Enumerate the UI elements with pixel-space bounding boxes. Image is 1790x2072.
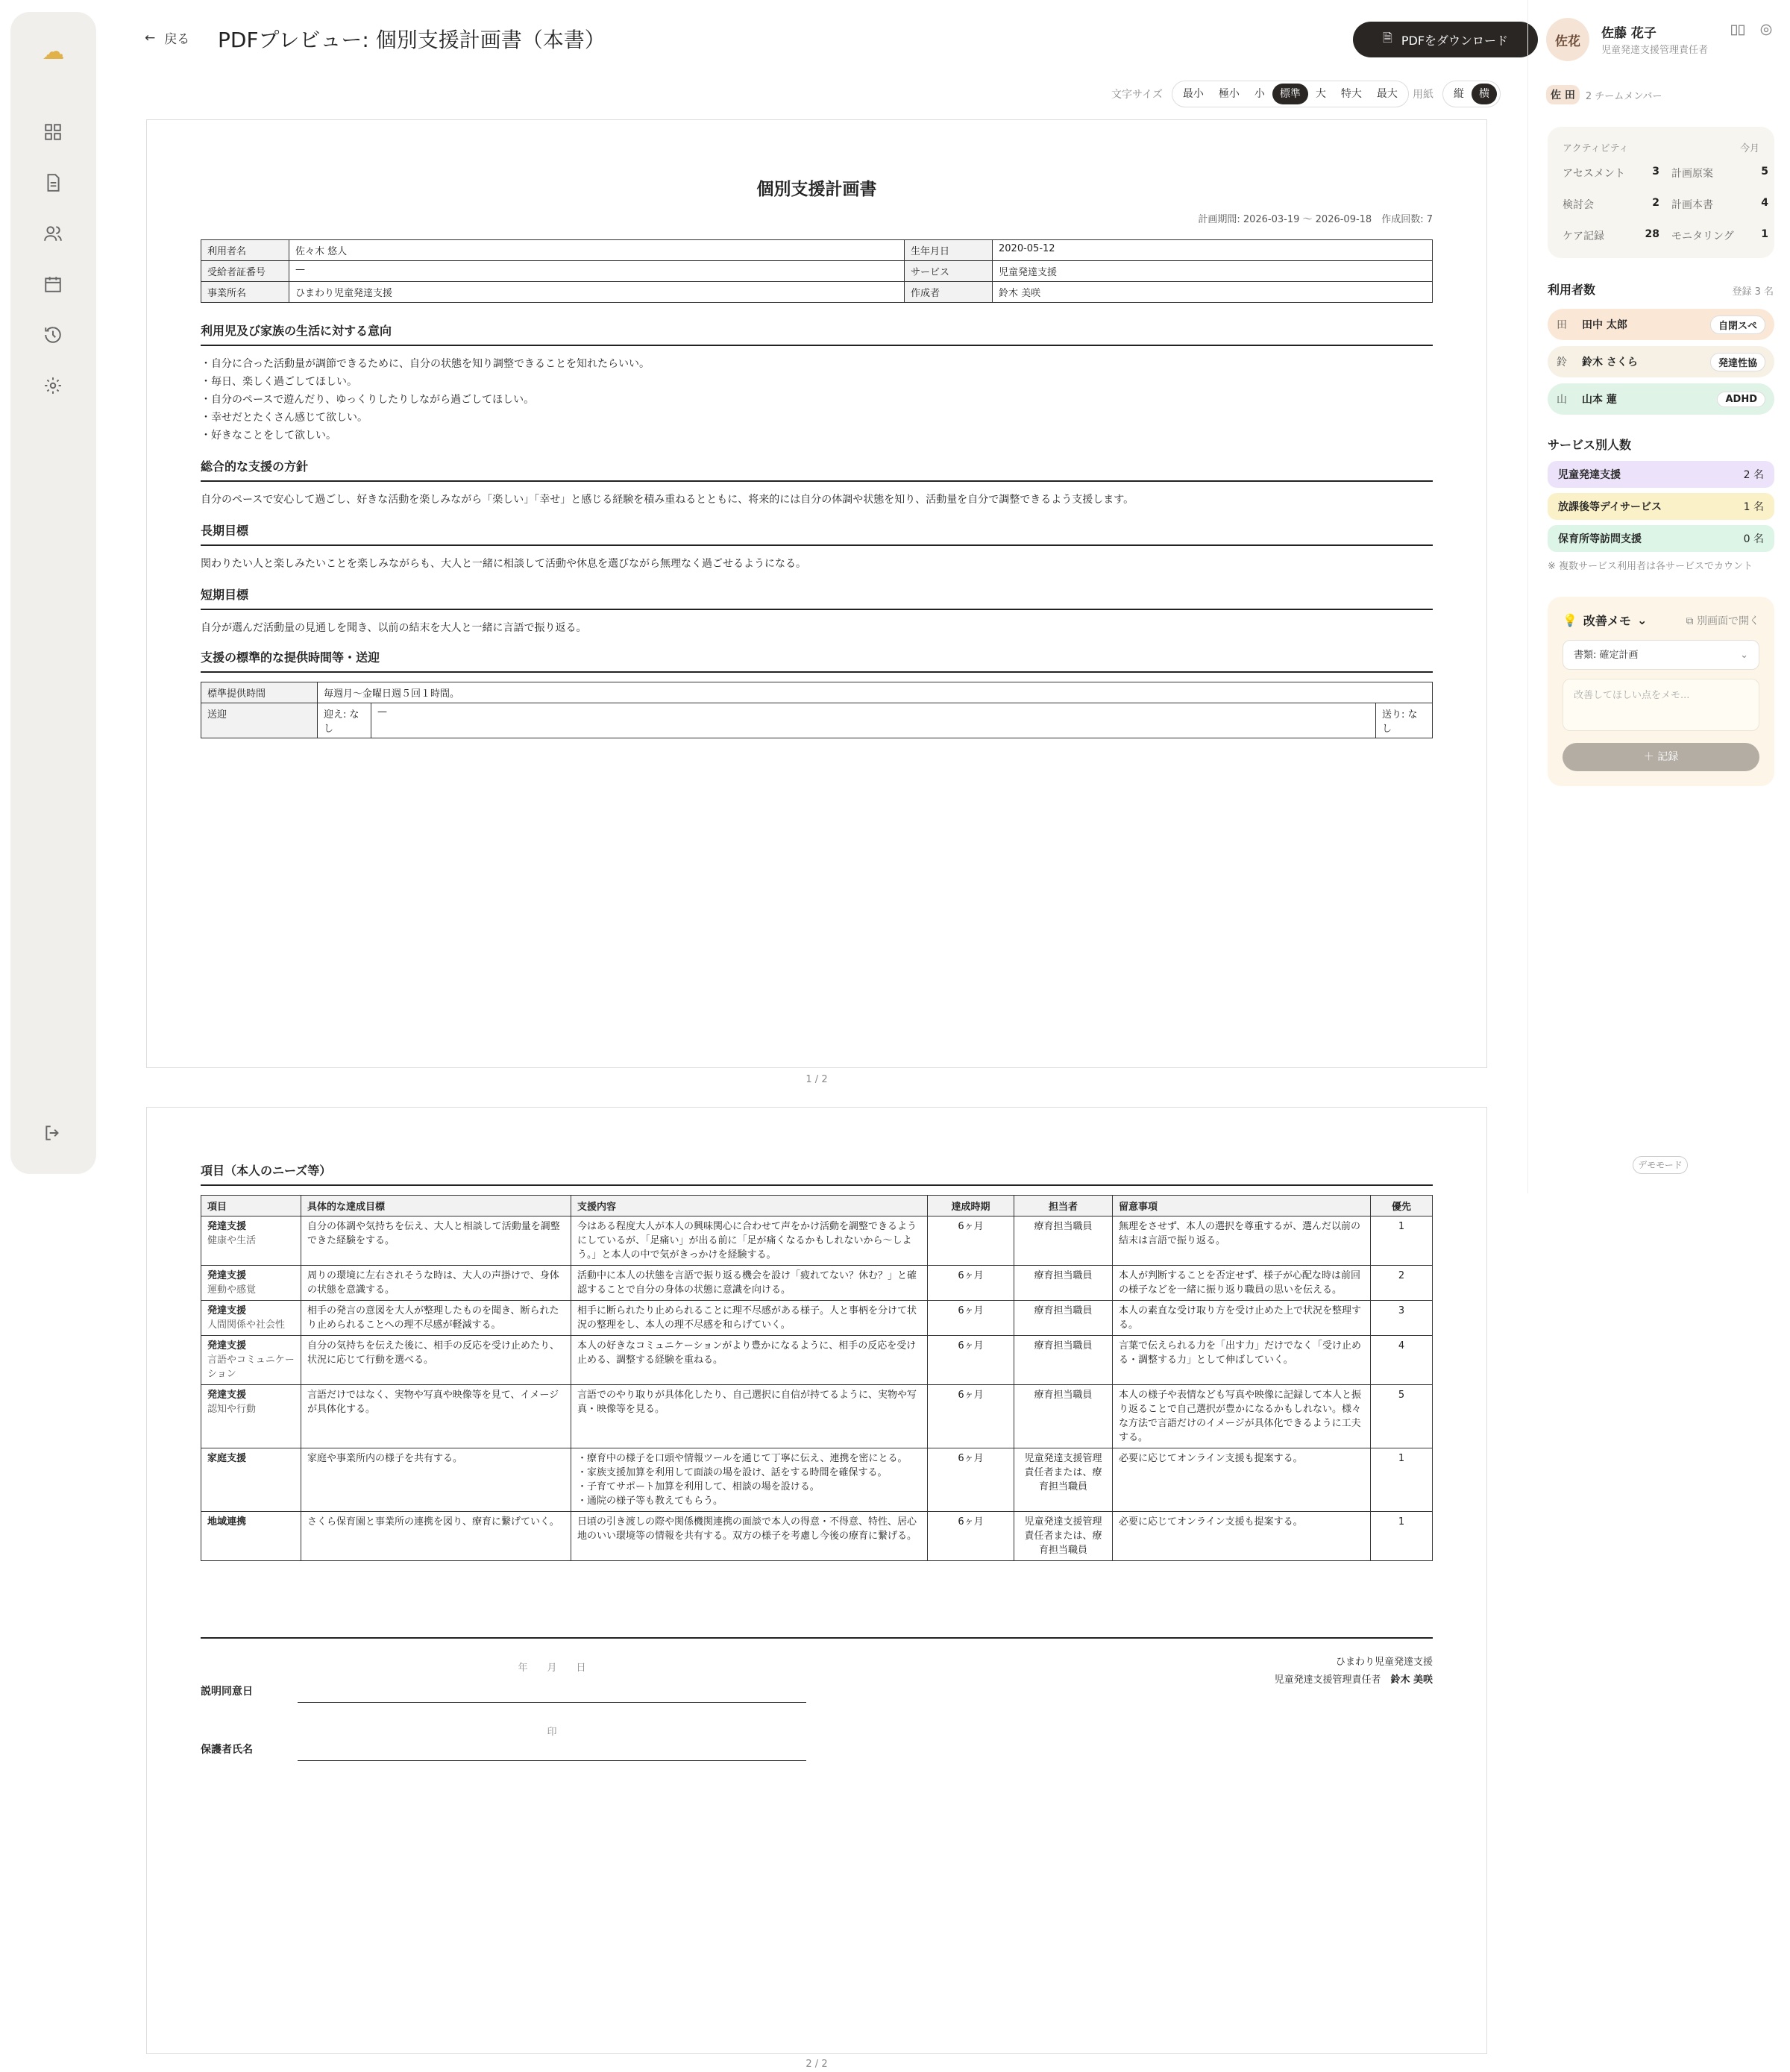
intent-line: ・自分のペースで遊んだり、ゆっくりしたりしながら過ごしてほしい。 (201, 394, 535, 406)
back-button[interactable]: ← 戻る (145, 30, 190, 47)
period-cell: 6ヶ月 (928, 1512, 1014, 1561)
activity-item (1563, 228, 1659, 243)
info-label: サービス (905, 261, 993, 282)
service-count-item (1548, 461, 1774, 488)
plan-table-body (201, 1216, 1433, 1561)
info-value: — (289, 261, 905, 282)
priority-cell: 1 (1371, 1216, 1433, 1266)
sign-role: 児童発達支援管理責任者 (1274, 1674, 1381, 1686)
page-title: PDFプレビュー: 個別支援計画書（本書） (218, 28, 606, 52)
basic-info-table (201, 239, 1433, 303)
priority-cell: 4 (1371, 1336, 1433, 1385)
activity-item (1671, 228, 1768, 243)
priority-cell: 1 (1371, 1448, 1433, 1512)
support-cell: 日頃の引き渡しの際や関係機関連携の面談で本人の得意・不得意、特性、居心地のいい環境等の情報を共有する。双方の様子を考慮し今後の療育に繋げる。 (571, 1512, 928, 1561)
activity-item (1671, 166, 1768, 180)
font-size-control (1111, 81, 1409, 107)
page-number: 2 / 2 (806, 2059, 828, 2070)
priority-cell: 2 (1371, 1266, 1433, 1301)
service-count-item (1548, 493, 1774, 520)
section-heading: 総合的な支援の方針 (201, 457, 1433, 482)
area-main: 地域連携 (207, 1516, 247, 1528)
support-cell: 活動中に本人の状態を言語で振り返る機会を設け「疲れてない？休む？」と確認することで自分の身体の状態に意識を向ける。 (571, 1266, 928, 1301)
guardian-name-field (298, 1724, 806, 1761)
book-icon[interactable] (1730, 22, 1745, 40)
service-name: 放課後等デイサービス (1558, 501, 1662, 513)
improvement-memo-card (1548, 597, 1774, 786)
support-cell: 本人の好きなコミュニケーションがより豊かになるように、相手の反応を受け止める、調整する経験を重ねる。 (571, 1336, 928, 1385)
policy-text: 自分のペースで安心して過ごし、好きな活動を楽しみながら「楽しい」「幸せ」と感じる経験を積み重ねるとともに、将来的には自分の体調や状態を知り、活動量を自分で調整できるよう支援します。 (201, 494, 1134, 506)
note-cell: 必要に応じてオンライン支援も提案する。 (1113, 1512, 1371, 1561)
activity-value: 2 (1652, 197, 1659, 209)
history-icon[interactable] (36, 318, 70, 352)
section-heading: 利用児及び家族の生活に対する意向 (201, 321, 1433, 346)
area-main: 発達支援 (207, 1221, 247, 1232)
priority-cell: 3 (1371, 1301, 1433, 1336)
user-initial: 山 (1557, 394, 1567, 406)
note-cell: 言葉で伝えられる力を「出す力」だけでなく「受け止める・調整する力」として伸ばしていく。 (1113, 1336, 1371, 1385)
staff-cell: 児童発達支援管理責任者または、療育担当職員 (1014, 1512, 1113, 1561)
memo-textarea[interactable]: 改善してほしい点をメモ... (1563, 679, 1759, 731)
area-cell (201, 1385, 301, 1448)
activity-value: 1 (1761, 228, 1768, 240)
external-link-icon: ⧉ (1686, 615, 1694, 627)
support-plan-table (201, 1195, 1433, 1561)
table-row (201, 1301, 1433, 1336)
font-size-option[interactable]: 最小 (1182, 88, 1204, 100)
area-main: 発達支援 (207, 1390, 247, 1401)
transport-label: 送迎 (201, 703, 318, 738)
area-main: 発達支援 (207, 1340, 247, 1351)
service-count: 0 名 (1743, 533, 1764, 545)
info-label: 利用者名 (201, 240, 289, 261)
font-size-option[interactable]: 小 (1254, 88, 1265, 100)
demo-mode-badge: デモモード (1633, 1156, 1688, 1174)
support-cell: 今はある程度大人が本人の興味関心に合わせて声をかけ活動を調整できるようにしているが、「足痛い」が出る前に「足が痛くなるかもしれないから〜しよう。」と本人の中で気がきっかけを経験する。 (571, 1216, 928, 1266)
font-size-option[interactable]: 大 (1315, 88, 1326, 100)
paper-control (1413, 81, 1501, 107)
activity-item (1563, 197, 1659, 212)
diagnosis-tag: 発達性協 (1710, 353, 1765, 371)
date-placeholder: 年 月 日 (518, 1663, 586, 1674)
section-heading: 支援の標準的な提供時間等・送迎 (201, 648, 1433, 673)
column-header: 留意事項 (1113, 1196, 1371, 1216)
service-note: ※ 複数サービス利用者は各サービスでカウント (1548, 561, 1753, 572)
document-icon[interactable] (36, 166, 70, 200)
memo-header[interactable]: 💡 改善メモ ⌄ (1563, 613, 1648, 628)
staff-cell: 児童発達支援管理責任者または、療育担当職員 (1014, 1448, 1113, 1512)
paper-segment (1442, 81, 1501, 107)
hours-value: 毎週月〜金曜日週５回１時間。 (318, 682, 1433, 703)
user-list-item[interactable] (1548, 346, 1774, 377)
column-header: 支援内容 (571, 1196, 928, 1216)
user-item-name: 鈴木 さくら (1582, 357, 1638, 368)
chevron-down-icon: ⌄ (1636, 613, 1648, 627)
activity-card (1548, 127, 1774, 258)
priority-cell: 5 (1371, 1385, 1433, 1448)
period-cell: 6ヶ月 (928, 1266, 1014, 1301)
table-row (201, 1512, 1433, 1561)
seal-mark: 印 (547, 1727, 557, 1738)
user-role: 児童発達支援管理責任者 (1601, 45, 1709, 56)
area-sub: 人間関係や社会性 (207, 1319, 286, 1331)
section-heading: 項目（本人のニーズ等） (201, 1161, 1433, 1186)
page-number: 1 / 2 (806, 1074, 828, 1085)
goal-cell: 家庭や事業所内の様子を共有する。 (301, 1448, 571, 1512)
lightbulb-icon: 💡 (1563, 613, 1577, 627)
logout-icon[interactable] (36, 1116, 70, 1150)
user-list-item[interactable] (1548, 383, 1774, 415)
font-size-option-selected[interactable]: 標準 (1272, 84, 1308, 104)
file-icon: 🗎 (1382, 30, 1392, 45)
staff-cell: 療育担当職員 (1014, 1216, 1113, 1266)
gear-icon[interactable] (1759, 22, 1774, 40)
sign-office: ひまわり児童発達支援 (1335, 1657, 1433, 1668)
activity-value: 5 (1761, 166, 1768, 178)
area-sub: 健康や生活 (207, 1235, 257, 1246)
main-area (97, 0, 1527, 2072)
guardian-label: 保護者氏名 (201, 1744, 253, 1756)
service-count: 2 名 (1743, 469, 1764, 481)
info-value: 2020-05-12 (993, 240, 1433, 261)
activity-period: 今月 (1739, 143, 1759, 154)
activity-heading: アクティビティ (1563, 143, 1629, 154)
activity-value: 3 (1652, 166, 1659, 178)
team-chip: 佐 田 (1546, 85, 1580, 104)
user-item-name: 山本 蓮 (1582, 394, 1617, 406)
area-cell (201, 1301, 301, 1336)
service-name: 児童発達支援 (1558, 469, 1621, 481)
staff-cell: 療育担当職員 (1014, 1266, 1113, 1301)
note-cell: 本人の素直な受け取り方を受け止めた上で状況を整理する。 (1113, 1301, 1371, 1336)
users-count: 登録 3 名 (1732, 286, 1774, 298)
service-count: 1 名 (1743, 501, 1764, 513)
right-sidebar (1527, 0, 1790, 1193)
table-row (201, 1216, 1433, 1266)
long-term-goal-text: 関わりたい人と楽しみたいことを楽しみながらも、大人と一緒に相談して活動や休息を選びながら無理なく過ごせるようになる。 (201, 558, 806, 570)
font-size-label: 文字サイズ (1111, 89, 1163, 101)
chevron-down-icon: ⌄ (1740, 650, 1748, 661)
period-cell: 6ヶ月 (928, 1336, 1014, 1385)
area-cell (201, 1336, 301, 1385)
font-size-option[interactable]: 極小 (1218, 88, 1240, 100)
activity-label: 計画原案 (1671, 168, 1713, 180)
column-header: 優先 (1371, 1196, 1433, 1216)
sign-name: 鈴木 美咲 (1390, 1674, 1433, 1686)
font-size-option[interactable]: 最大 (1376, 88, 1398, 100)
activity-label: アセスメント (1563, 168, 1625, 180)
service-name: 保育所等訪問支援 (1558, 533, 1642, 545)
diagnosis-tag: ADHD (1717, 392, 1765, 407)
table-row (201, 1448, 1433, 1512)
activity-item (1671, 197, 1768, 212)
priority-cell: 1 (1371, 1512, 1433, 1561)
activity-label: モニタリング (1671, 230, 1734, 242)
area-cell (201, 1216, 301, 1266)
activity-label: ケア記録 (1563, 230, 1604, 242)
goal-cell: 自分の気持ちを伝えた後に、相手の反応を受け止めたり、状況に応じて行動を選べる。 (301, 1336, 571, 1385)
support-cell: ・療育中の様子を口頭や情報ツールを通じて丁寧に伝え、連携を密にとる。 ・家族支援加算を利用して面談の場を設け、話をする時間を確保する。 ・子育てサポート加算を利用して、相談の場を設ける。 ・通院の様子等も教えてもらう。 (571, 1448, 928, 1512)
document-select[interactable]: 書類: 確定計画 ⌄ (1563, 640, 1759, 670)
info-label: 受給者証番号 (201, 261, 289, 282)
avatar[interactable]: 佐花 (1546, 18, 1589, 61)
dashboard-icon[interactable] (36, 115, 70, 149)
activity-item (1563, 166, 1659, 180)
service-count-item (1548, 525, 1774, 552)
team-members[interactable] (1546, 85, 1662, 104)
diagnosis-tag: 自閉スペ (1710, 315, 1765, 334)
plan-period: 計画期間: 2026-03-19 〜 2026-09-18 作成回数: 7 (1198, 214, 1433, 225)
pickup-value: 迎え: なし (318, 703, 371, 738)
font-size-option[interactable]: 特大 (1340, 88, 1362, 100)
period-cell: 6ヶ月 (928, 1448, 1014, 1512)
paper-label: 用紙 (1413, 89, 1433, 101)
info-value: 佐々木 悠人 (289, 240, 905, 261)
activity-label: 検討会 (1563, 199, 1594, 211)
intent-line: ・好きなことをして欲しい。 (201, 430, 336, 442)
team-text: 2 チームメンバー (1585, 90, 1662, 102)
activity-value: 4 (1761, 197, 1768, 209)
arrow-left-icon: ← (145, 30, 156, 45)
paper-option-selected[interactable]: 横 (1472, 84, 1497, 104)
users-icon[interactable] (36, 216, 70, 251)
table-row (201, 1336, 1433, 1385)
goal-cell: 周りの環境に左右されそうな時は、大人の声掛けで、身体の状態を意識する。 (301, 1266, 571, 1301)
user-initial: 田 (1557, 319, 1567, 331)
note-cell: 本人が判断することを否定せず、様子が心配な時は前回の様子などを一緒に振り返り職員の思いを伝える。 (1113, 1266, 1371, 1301)
info-value: 鈴木 美咲 (993, 282, 1433, 303)
note-cell: 本人の様子や表情なども写真や映像に記録して本人と振り返ることで自己選択が豊かになるかもしれない。様々な方法で言語だけのイメージが具体化できるように工夫する。 (1113, 1385, 1371, 1448)
area-sub: 言語やコミュニケーション (207, 1354, 295, 1380)
hours-label: 標準提供時間 (201, 682, 318, 703)
download-pdf-button[interactable]: 🗎 PDFをダウンロード (1353, 22, 1538, 57)
period-cell: 6ヶ月 (928, 1385, 1014, 1448)
column-header: 項目 (201, 1196, 301, 1216)
table-row (201, 1266, 1433, 1301)
font-size-segment (1172, 81, 1409, 107)
column-header: 達成時期 (928, 1196, 1014, 1216)
pdf-page-1 (146, 119, 1487, 1068)
note-cell: 無理をさせず、本人の選択を尊重するが、選んだ以前の結末は言語で振り返る。 (1113, 1216, 1371, 1266)
user-initial: 鈴 (1557, 357, 1567, 368)
area-main: 発達支援 (207, 1305, 247, 1316)
document-title: 個別支援計画書 (756, 180, 877, 199)
info-value: 児童発達支援 (993, 261, 1433, 282)
users-heading: 利用者数 (1548, 283, 1596, 297)
app-logo-icon: ☁ (42, 39, 65, 65)
pdf-page-2 (146, 1107, 1487, 2054)
table-row (201, 1385, 1433, 1448)
support-cell: 相手に断られたり止められることに理不尽感がある様子。人と事柄を分けて状況の整理をし、本人の理不尽感を和らげていく。 (571, 1301, 928, 1336)
area-main: 発達支援 (207, 1270, 247, 1281)
hours-table (201, 682, 1433, 738)
record-button[interactable]: ＋ 記録 (1563, 743, 1759, 771)
transport-value: — (371, 703, 1376, 738)
user-list-item[interactable] (1548, 309, 1774, 340)
area-main: 家庭支援 (207, 1453, 247, 1464)
intent-line: ・毎日、楽しく過ごしてほしい。 (201, 376, 357, 388)
goal-cell: 言語だけではなく、実物や写真や映像等を見て、イメージが具体化する。 (301, 1385, 571, 1448)
period-cell: 6ヶ月 (928, 1301, 1014, 1336)
consent-date-field (298, 1660, 806, 1703)
goal-cell: 相手の発言の意図を大人が整理したものを聞き、断られたり止められることへの理不尽感が軽減する。 (301, 1301, 571, 1336)
area-sub: 運動や感覚 (207, 1284, 257, 1296)
column-header: 担当者 (1014, 1196, 1113, 1216)
short-term-goal-text: 自分が選んだ活動量の見通しを聞き、以前の結末を大人と一緒に言語で振り返る。 (201, 622, 587, 634)
left-rail (10, 12, 96, 1174)
staff-cell: 療育担当職員 (1014, 1336, 1113, 1385)
area-cell (201, 1448, 301, 1512)
intent-line: ・幸せだとたくさん感じて欲しい。 (201, 412, 368, 424)
area-cell (201, 1266, 301, 1301)
goal-cell: 自分の体調や気持ちを伝え、大人と相談して活動量を調整できた経験をする。 (301, 1216, 571, 1266)
open-in-new-window-link[interactable]: ⧉ 別画面で開く (1686, 615, 1759, 627)
intent-text (201, 355, 1433, 445)
area-sub: 認知や行動 (207, 1404, 257, 1415)
note-cell: 必要に応じてオンライン支援も提案する。 (1113, 1448, 1371, 1512)
period-cell: 6ヶ月 (928, 1216, 1014, 1266)
settings-icon[interactable] (36, 368, 70, 403)
activity-label: 計画本書 (1671, 199, 1713, 211)
info-label: 作成者 (905, 282, 993, 303)
info-label: 生年月日 (905, 240, 993, 261)
column-header: 具体的な達成目標 (301, 1196, 571, 1216)
user-item-name: 田中 太郎 (1582, 319, 1627, 331)
support-cell: 言語でのやり取りが具体化したり、自己選択に自信が持てるように、実物や写真・映像等を見る。 (571, 1385, 928, 1448)
service-heading: サービス別人数 (1548, 438, 1632, 452)
section-heading: 長期目標 (201, 521, 1433, 546)
dropoff-value: 送り: なし (1376, 703, 1433, 738)
user-name: 佐藤 花子 (1601, 26, 1656, 41)
info-value: ひまわり児童発達支援 (289, 282, 905, 303)
activity-value: 28 (1645, 228, 1659, 240)
paper-option[interactable]: 縦 (1454, 88, 1464, 100)
area-cell (201, 1512, 301, 1561)
staff-cell: 療育担当職員 (1014, 1301, 1113, 1336)
goal-cell: さくら保育園と事業所の連携を図り、療育に繋げていく。 (301, 1512, 571, 1561)
consent-label: 説明同意日 (201, 1686, 253, 1698)
intent-line: ・自分に合った活動量が調節できるために、自分の状態を知り調整できることを知れたらいい。 (201, 358, 650, 370)
info-label: 事業所名 (201, 282, 289, 303)
section-heading: 短期目標 (201, 586, 1433, 610)
calendar-icon[interactable] (36, 267, 70, 301)
staff-cell: 療育担当職員 (1014, 1385, 1113, 1448)
